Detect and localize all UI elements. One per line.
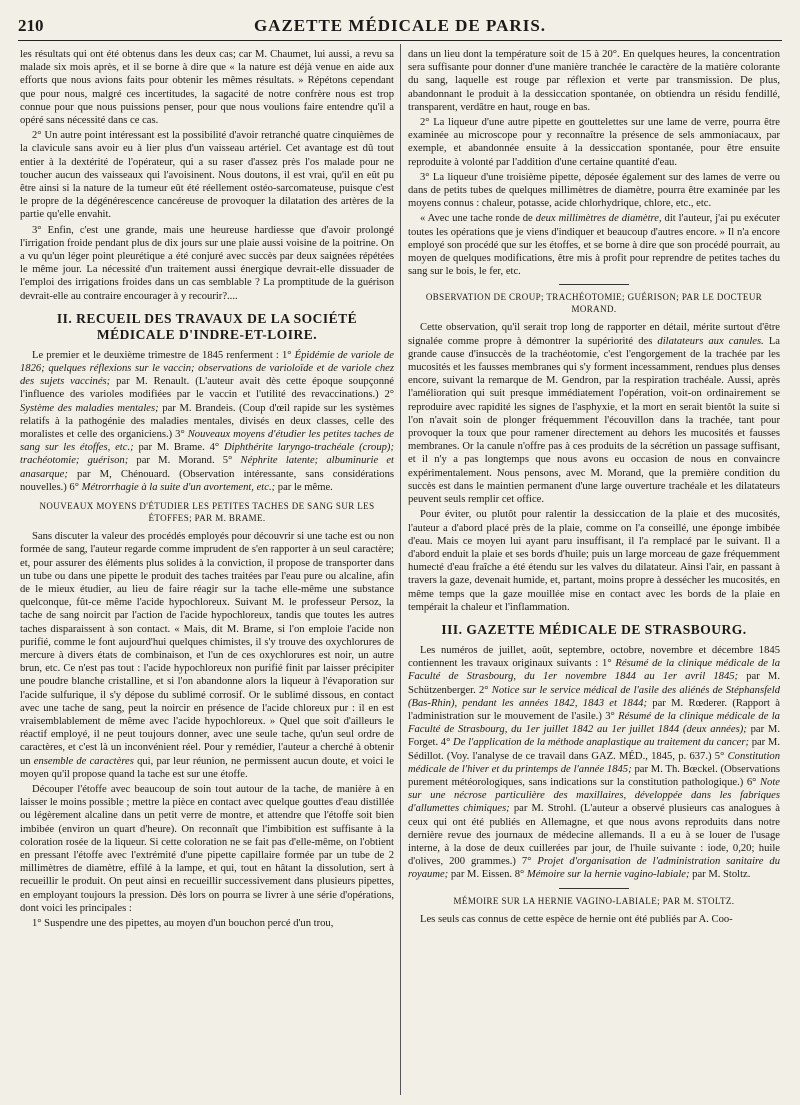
emphasis: dilatateurs aux canules.	[657, 335, 764, 347]
left-column	[20, 48, 394, 1097]
paragraph: les résultats qui ont été obtenus dans les deux cas; car M. Chaumet, lui aussi, a revu sa malade six mois après, et il se borne à dire que « la nature est déjà venue en aide aux efforts que nous avions faits pour obtenir les mêmes résultats. » Répétons cependant que pour nous, malgré ces incertitudes, la sagacité de notre confrère nous est trop connue pour que nous puissions penser, pour que nous voulions faire entendre qu'il a opéré sans nécessité dans ce cas.	[20, 49, 394, 127]
paragraph: Découper l'étoffe avec beaucoup de soin tout autour de la tache, de manière à en laisser le moins possible ; mettre la pièce en contact avec quelque gouttes d'eau distillée ou légèrement alcaline dans un petit verre de montre, et attendre que l'étoffe soit bien imbibée (environ un quart d'heure). On reconnaît que l'imbibition est suffisante à la coloration rosée de la liqueur. Si cette coloration ne se fait pas d'elle-même, on l'obtient en pressant l'étoffe avec l'extrémité d'une pipette capillaire formée par un tube de 2 millimètres de diamètre, effilé à la lampe, et qui, tout en hâtant la dissolution, sert à recueillir le produit. On peut ainsi en recueillir successivement dans plusieurs pipettes, en employant toujours la pression. Dès lors on pourra se livrer à une série d'opérations, dont voici les principales :	[20, 783, 394, 914]
paragraph: 2° Un autre point intéressant est la possibilité d'avoir retranché quatre cinquièmes de la clavicule sans avoir eu à lier plus d'un vaisseau artériel. Cet avantage est dû tout entier à la dextérité de l'opérateur, qui a su raser d'assez près l'os malade pour ne toucher aucun des vaisseaux qui l'avoisinent. Nous doutons, il est vrai, qu'il en eût pu être ainsi si la nature de la tumeur eût été réellement ostéo-sarcomateuse, puisque c'est le propre de la dégénérescence cancéreuse de provoquer la dilatation des artères de la partie qu'elle envahit.	[20, 130, 394, 221]
text-run: qui, par leur réunion, ne permissent aucun doute, et voici le moyen qu'il propose quand la tache est sur une étoffe.	[20, 755, 394, 780]
paragraph-contents-list	[408, 644, 780, 882]
text-run: par M. Eissen. 8°	[448, 869, 525, 881]
subsection-heading-brame	[24, 500, 390, 524]
work-title: Épidémie de variole de 1826; quelques réflexions sur le vaccin; observations de varioloïde et de variole chez des sujets vaccinés;	[20, 349, 394, 388]
separator-rule	[559, 888, 629, 889]
text-run: par M. Brame. 4°	[133, 442, 220, 454]
text-run: par le même.	[275, 481, 333, 493]
paragraph	[20, 530, 394, 781]
work-title: Diphthérite laryngo-trachéale (croup); trachéotomie; guérison;	[20, 442, 394, 467]
paragraph: 3° La liqueur d'une troisième pipette, déposée également sur des lames de verre ou dans de petits tubes de quelques millimètres de diamètre, pourra être examinée par les moyens connus : chaleur, potasse, acide chlorhydrique, chlore, etc., etc.	[408, 171, 780, 210]
subheading-author: PAR LE DOCTEUR MORAND.	[571, 292, 763, 315]
text-run: par M. Morand. 5°	[128, 455, 233, 467]
text-run: par M. Schützenberger. 2°	[408, 671, 780, 696]
text-run: par M. Rœderer. (Rapport à l'administration sur le mouvement de l'asile.) 3°	[408, 697, 780, 722]
paragraph: dans un lieu dont la température soit de 15 à 20°. En quelques heures, la concentration sera suffisante pour donner d'une manière tranchée le caractère de la matière colorante du sang, laquelle est rouge par réflexion et verte par transmission. De plus, abandonnant le produit à la dessiccation spontanée, on obtiendra un résidu fendillé, transparent, verdâtre en haut, rouge en bas.	[408, 49, 780, 113]
work-title: Métrorrhagie à la suite d'un avortement, etc.;	[81, 481, 276, 493]
work-title: Résumé de la clinique médicale de la Faculté de Strasbourg, du 1er novembre 1844 au 1er avril 1845;	[408, 658, 780, 683]
text-run: par M. Brandeis. (Coup d'œil rapide sur les systèmes relatifs à la pathogénie des maladies mentales, divisés en deux classes, celle des moralistes et celle des organiciens.) 3°	[20, 402, 394, 441]
text-run: « Avec une tache ronde de	[420, 213, 533, 225]
text-run: par M. Forget. 4°	[408, 724, 780, 749]
text-run: dit l'auteur, j'ai pu exécuter toutes les opérations que je viens d'indiquer et beaucoup d'autres encore. » Il n'a encore employé son procédé que sur les étoffes, et se borne à dire que son procédé pourrait, au moyen de quelques modifications, être mis à profit pour reprendre de petites taches du sang sur le bois, le fer, etc.	[408, 213, 780, 278]
paragraph: 1° Suspendre une des pipettes, au moyen d'un bouchon percé d'un trou,	[32, 917, 334, 929]
subheading-author: PAR M. STOLTZ.	[662, 895, 735, 906]
work-title: Projet d'organisation de l'administration sanitaire du royaume;	[408, 856, 780, 881]
section-title-strasbourg: III. GAZETTE MÉDICALE DE STRASBOURG.	[441, 621, 747, 637]
text-run: par M. Th. Bœckel. (Observations purement météorologiques, sans indications sur la constitution pathologique.) 6°	[408, 763, 780, 788]
text-run: par M. Sédillot. (Voy. l'analyse de ce travail dans GAZ. MÉD., 1845, p. 637.) 5°	[408, 737, 780, 762]
work-title: Constitution médicale de l'hiver et du printemps de l'année 1845;	[408, 750, 780, 775]
section-title-indre-et-loire: II. RECUEIL DES TRAVAUX DE LA SOCIÉTÉ MÉDICALE D'INDRE-ET-LOIRE.	[56, 310, 358, 342]
subsection-heading-stoltz	[412, 895, 776, 907]
text-run: par M, Chénouard. (Observation intéressante, sans considérations nouvelles.) 6°	[20, 468, 394, 493]
journal-title: GAZETTE MÉDICALE DE PARIS.	[253, 16, 547, 35]
work-title: Système des maladies mentales;	[20, 402, 159, 414]
emphasis: deux millimètres de diamètre,	[535, 213, 662, 225]
text-run: Sans discuter la valeur des procédés employés pour découvrir si une tache est ou non formée de sang, l'auteur regarde comme imprudent de s'en rapporter à un seul caractère; et, pour assurer des éléments plus solides à la conviction, il propose de transporter dans un tube ou dans une pipette le produit des taches traitées par l'eau pure ou alcaline, afin de le mieux étudier, au lieu de faire réagir sur la tache elle-même une substance quelconque, fût-ce même l'acide hypochloreux. Suivant M. le professeur Persoz, la tache de sang noircit par l'action de l'acide hypochloreux, tandis que toutes les autres taches disparaissent à son contact. « Mais, dit M. Brame, si l'on emploie l'acide non purifié, comme le font aujourd'hui quelques chimistes, il s'y trouve des oxychlorures de mercure à divers états de combinaison, et l'un de ces oxychlorures est noir, un autre brun, etc. Ce n'est pas tout : l'acide hypochloreux non purifié finit par laisser précipiter une poudre blanche cristalline, et si l'on abandonne alors la liqueur à l'évaporation sur l'acide sulfurique, il s'y dépose du sublimé corrosif. Or le sublimé dissous, en contact avec une tache de sang, peut la noircir en présence de l'acide chloreux pur : il en est vraisemblablement de même avec l'acide hypochloreux. » Quel que soit d'ailleurs le réactif employé, il ne peut toujours donner, avec une seule tache, qu'un seul ordre de caractères, et c'est là un inconvénient réel. Pour y remédier, l'auteur a cherché à obtenir un	[20, 531, 394, 767]
text-run: par M. Strohl. (L'auteur a observé plusieurs cas analogues à ceux qui ont été publiés en Allemagne, et que nous avons reproduits dans notre dernière revue des journaux de médecine allemands. Il a eu à se louer de l'usage interne, à la dose de deux cuillerées par jour, de l'huile suivante : iode, 0,20; huile d'olives, 200 grammes.) 7°	[408, 803, 780, 868]
subheading-title: OBSERVATION DE CROUP; TRACHÉOTOMIE; GUÉRISON;	[425, 292, 680, 303]
work-title: Notice sur le service médical de l'asile des aliénés de Stéphansfeld (Bas-Rhin), pendant les années 1842, 1843 et 1844;	[408, 684, 780, 709]
column-divider	[400, 44, 401, 1095]
paragraph	[408, 212, 780, 278]
work-title: Mémoire sur la hernie vagino-labiale;	[526, 869, 690, 881]
paragraph: Pour éviter, ou plutôt pour ralentir la dessiccation de la plaie et des mucosités, l'auteur a d'abord placé près de la plaie, comme on l'a conseillé, une éponge imbibée d'eau. Mais ce moyen lui ayant paru insuffisant, il l'a remplacé par le suivant. Il a d'abord enduit la plaie et ses bords d'huile; puis un large morceau de gaze fréquemment humecté d'eau fraîche a été étendu sur les valves du dilatateur. Ainsi l'air, en passant à travers la gaze, devenait humide, et, partant, moins propre à dessécher les mucosités, en même temps que la gaze mouillée mise en contact avec les bords de la plaie en tempérait la chaleur et l'inflammation.	[408, 509, 780, 613]
page-header	[18, 14, 782, 41]
text-run: La grande cause d'insuccès de la trachéotomie, c'est l'engorgement de la trachée par les mucosités et les fausses membranes qui s'y forment incessamment, rendues plus denses encore, suivant la remarque de M. Gendron, par la respiration trachéale. Aussi, après l'amélioration qui suit presque immédiatement l'opération, voit-on ordinairement se reproduire avec rapidité les signes de l'asphyxie, et la mort en serait bientôt la suite si l'on n'avait soin de plonger fréquemment l'écouvillon dans la trachée, tant pour provoquer la toux que pour ramener directement au dehors les mucosités et fausses membranes. Or la canule n'offre pas à ces produits de la sécrétion un passage suffisant, et il n'y a pas longtemps que nous avons eu occasion de nous en convaincre expérimentalement. Nous pensons, avec M. Morand, que la première condition du succès est dans le maintien permanent d'une large ouverture trachéale et les dilatateurs peuvent seuls remplir cet office.	[408, 335, 780, 506]
paragraph: 3° Enfin, c'est une grande, mais une heureuse hardiesse que d'avoir prolongé l'irrigation froide pendant plus de dix jours sur une plaie aussi voisine de la poitrine. On a vu qu'un léger point pleurétique a été conjuré avec succès par deux saignées répétées le même jour. La nécessité d'un traitement aussi énergique devrait-elle dissuader de l'emploi des irrigations froides dans un cas semblable ? La promptitude de la guérison devrait-elle au contraire encourager à y recourir?....	[20, 224, 394, 302]
text-run: Cette observation, qu'il serait trop long de rapporter en détail, mérite surtout d'être signalée comme propre à démontrer la supériorité des	[408, 322, 780, 347]
paragraph-contents-list	[20, 349, 394, 494]
work-title: De l'application de la méthode anaplastique au traitement du cancer;	[453, 737, 749, 749]
paragraph: Les seuls cas connus de cette espèce de hernie ont été publiés par A. Coo-	[420, 913, 733, 925]
text-run: Les numéros de juillet, août, septembre, octobre, novembre et décembre 1845 contiennent les travaux originaux suivants : 1°	[408, 644, 780, 670]
work-title: Résumé de la clinique médicale de la Faculté de Strasbourg, du 1er juillet 1842 au 1er juillet 1844 (deux années);	[408, 710, 780, 736]
subheading-author: PAR M. BRAME.	[194, 513, 266, 524]
work-title: Note sur une nécrose particulière des maxillaires, développée dans les fabriques d'allumettes chimiques;	[408, 776, 780, 815]
subheading-title: NOUVEAUX MOYENS D'ÉTUDIER LES PETITES TACHES DE SANG SUR LES ÉTOFFES;	[39, 501, 375, 524]
work-title: Néphrite latente; albuminurie et anasarque;	[20, 455, 394, 480]
paragraph: 2° La liqueur d'une autre pipette en gouttelettes sur une lame de verre, pourra être examinée au microscope pour y reconnaître la présence de sels ammoniacaux, par exemple, et abandonnée ensuite à la dessiccation spontanée, pour être ensuite reproduite à volonté par l'addition d'une certaine quantité d'eau.	[408, 117, 780, 168]
text-run: Le premier et le deuxième trimestre de 1845 renferment : 1°	[32, 349, 292, 361]
emphasis: ensemble de caractères	[33, 755, 134, 767]
separator-rule	[559, 284, 629, 285]
page-number: 210	[18, 16, 44, 35]
subheading-title: MÉMOIRE SUR LA HERNIE VAGINO-LABIALE;	[453, 895, 660, 906]
text-run: par M. Stoltz.	[689, 869, 751, 881]
paragraph	[408, 321, 780, 506]
work-title: Nouveaux moyens d'étudier les petites taches de sang sur les étoffes, etc.;	[20, 429, 394, 454]
right-column	[408, 48, 780, 1097]
text-run: par M. Renault. (L'auteur avait dès cette époque soupçonné l'influence des varioles modifiées par le vaccin et l'utilité des revaccinations.) 2°	[20, 376, 394, 401]
subsection-heading-morand	[412, 291, 776, 315]
